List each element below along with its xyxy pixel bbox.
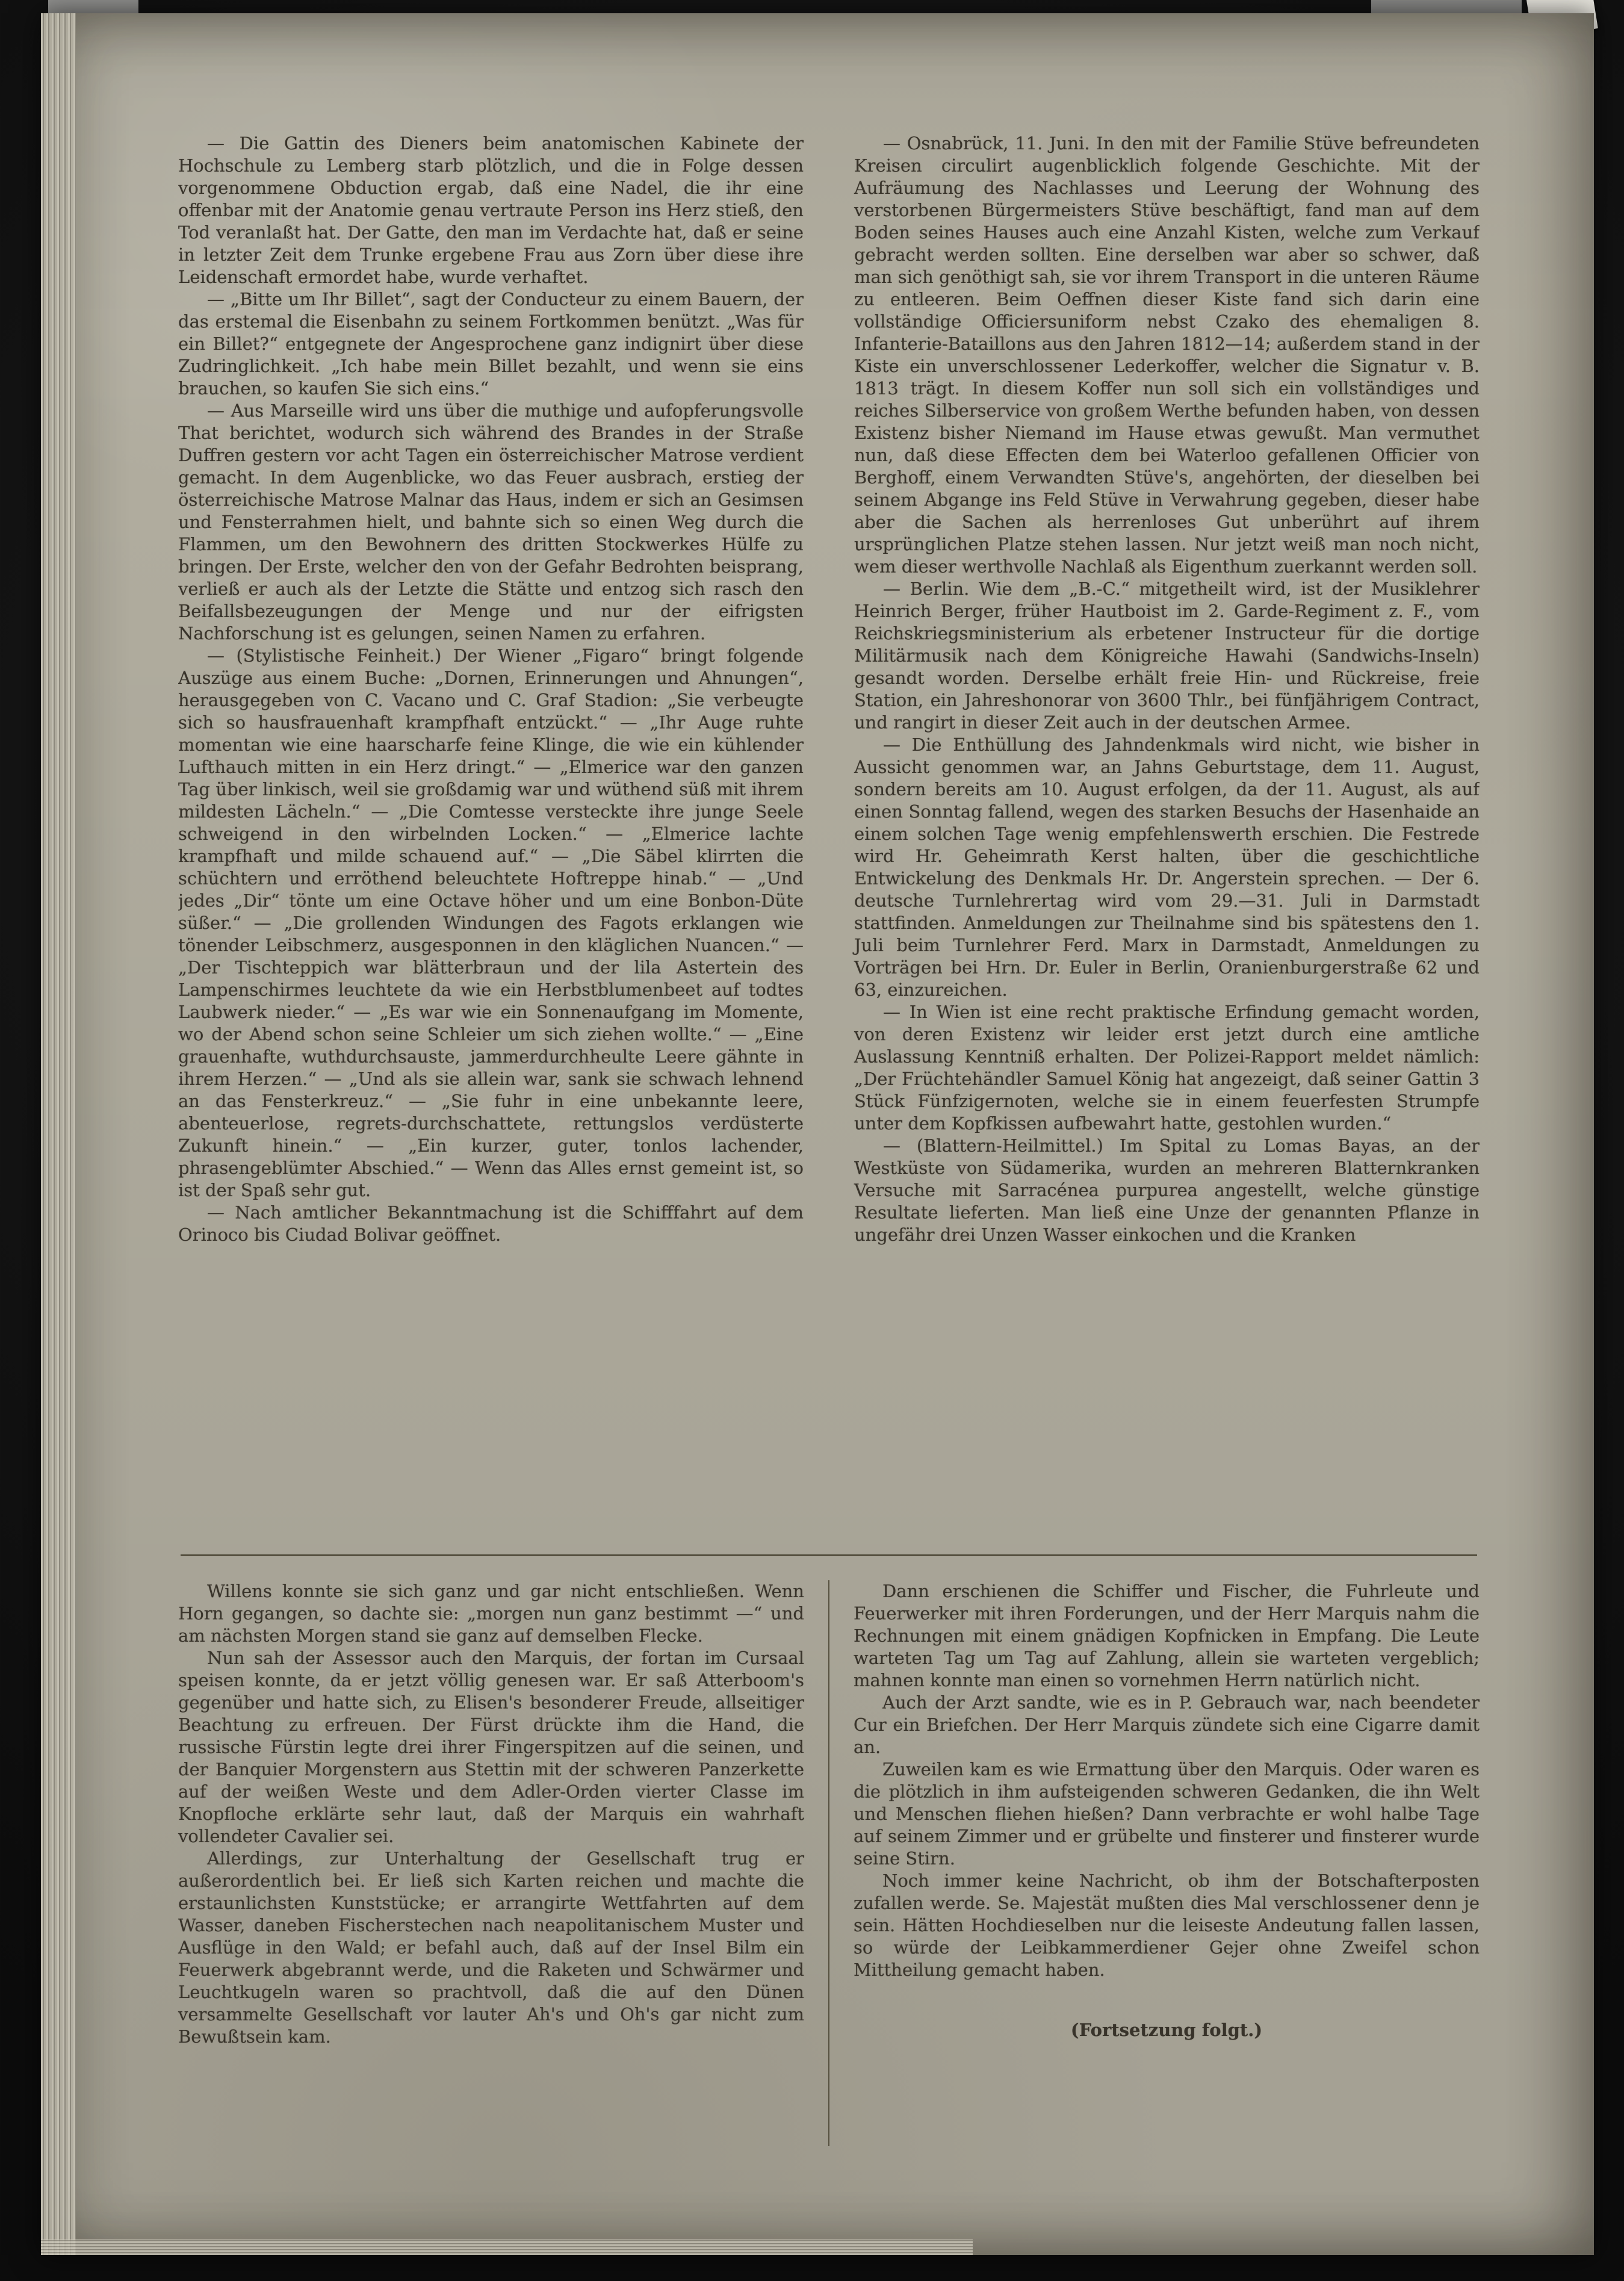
- page-content: [178, 132, 1480, 2146]
- news-item: — „Bitte um Ihr Billet“, sagt der Conducteur zu einem Bauern, der das erstemal die Eisenbahn zu seinem Fortkommen benützt. „Was für ein Billet?“ entgegnete der Angesprochene ganz indignirt über diese Zudringlichkeit. „Ich habe mein Billet bezahlt, und wenn sie eins brauchen, so kaufen Sie sich eins.“: [178, 289, 804, 399]
- story-paragraph: Noch immer keine Nachricht, ob ihm der Botschafterposten zufallen werde. Se. Majestät mußten dies Mal verschlossener denn je sein. Hätten Hochdieselben nur die leiseste Andeutung fallen lassen, so würde der Leibkammerdiener Gejer ohne Zweifel schon Mittheilung gemacht haben.: [854, 1870, 1480, 1980]
- story-paragraph: Dann erschienen die Schiffer und Fischer, die Fuhrleute und Feuerwerker mit ihren Forderungen, und der Herr Marquis nahm die Rechnungen mit einem gnädigen Kopfnicken in Empfang. Die Leute warteten Tag um Tag auf Zahlung, allein sie warteten vergeblich; mahnen konnte man einen so vornehmen Herrn natürlich nicht.: [854, 1581, 1480, 1690]
- feuilleton-column-right: [854, 1580, 1480, 2146]
- feuilleton-section: [178, 1580, 1480, 2146]
- column-divider-rule: [828, 1580, 829, 2146]
- story-paragraph: Zuweilen kam es wie Ermattung über den Marquis. Oder waren es die plötzlich in ihm aufsteigenden schweren Gedanken, die ihn Welt und Menschen fliehen hießen? Dann verbrachte er wohl halbe Tage auf seinem Zimmer und er grübelte und finsterer und finsterer wurde seine Stirn.: [854, 1759, 1480, 1869]
- news-item: — Berlin. Wie dem „B.-C.“ mitgetheilt wird, ist der Musiklehrer Heinrich Berger, früher Hautboist im 2. Garde-Regiment z. F., vom Reichskriegsministerium als erbetener Instructeur für die dortige Militärmusik nach dem Königreiche Hawahi (Sandwichs-Inseln) gesandt worden. Derselbe erhält freie Hin- und Rückreise, freie Station, ein Jahreshonorar von 3600 Thlr., bei fünfjährigem Contract, und rangirt in dieser Zeit auch in der deutschen Armee.: [854, 579, 1480, 733]
- news-item: — Nach amtlicher Bekanntmachung ist die Schifffahrt auf dem Orinoco bis Ciudad Bolivar geöffnet.: [178, 1202, 804, 1245]
- story-paragraph: Willens konnte sie sich ganz und gar nicht entschließen. Wenn Horn gegangen, so dachte sie: „morgen nun ganz bestimmt —“ und am nächsten Morgen stand sie ganz auf demselben Flecke.: [178, 1581, 804, 1646]
- continuation-notice: (Fortsetzung folgt.): [1070, 2020, 1263, 2040]
- story-paragraph: Allerdings, zur Unterhaltung der Gesellschaft trug er außerordentlich bei. Er ließ sich Karten reichen und machte die erstaunlichsten Kunststücke; er arrangirte Wettfahrten auf dem Wasser, daneben Fischerstechen nach neapolitanischem Muster und Ausflüge in den Wald; er befahl auch, daß auf der Insel Bilm ein Feuerwerk abgebrannt werde, und die Raketen und Schwärmer und Leuchtkugeln waren so prachtvoll, daß die auf den Dünen versammelte Gesellschaft vor lauter Ah's und Oh's gar nicht zum Bewußtsein kam.: [178, 1848, 804, 2047]
- news-item: — Aus Marseille wird uns über die muthige und aufopferungsvolle That berichtet, wodurch sich während des Brandes in der Straße Duffren gestern vor acht Tagen ein österreichischer Matrose verdient gemacht. In dem Augenblicke, wo das Feuer ausbrach, erstieg der österreichische Matrose Malnar das Haus, indem er sich an Gesimsen und Fensterrahmen hielt, und bahnte sich so einen Weg durch die Flammen, um den Bewohnern des dritten Stockwerkes Hülfe zu bringen. Der Erste, welcher den von der Gefahr Bedrohten beisprang, verließ er auch als der Letzte die Stätte und entzog sich rasch den Beifallsbezeugungen der Menge und nur der eifrigsten Nachforschung ist es gelungen, seinen Namen zu erfahren.: [178, 400, 804, 644]
- news-item: — (Stylistische Feinheit.) Der Wiener „Figaro“ bringt folgende Auszüge aus einem Buche: „Dornen, Erinnerungen und Ahnungen“, herausgegeben von C. Vacano und C. Graf Stadion: „Sie verbeugte sich so hausfrauenhaft krampfhaft entzückt.“ — „Ihr Auge ruhte momentan wie eine haarscharfe feine Klinge, die wie ein kühlender Lufthauch mitten in ein Herz dringt.“ — „Elmerice war den ganzen Tag über linkisch, weil sie großdamig war und wüthend süß mit ihrem mildesten Lächeln.“ — „Die Comtesse versteckte ihre junge Seele schweigend in den wirbelnden Locken.“ — „Elmerice lachte krampfhaft und milde schauend auf.“ — „Die Säbel klirrten die schüchtern und erröthend beleuchtete Hoftreppe hinab.“ — „Und jedes „Dir“ tönte um eine Octave höher und um eine Bonbon-Düte süßer.“ — „Die grollenden Windungen des Fagots erklangen wie tönender Leibschmerz, ausgesponnen in den kläglichen Nuancen.“ — „Der Tischteppich war blätterbraun und der lila Astertein des Lampenschirmes leuchtete da wie ein Herbstblumenbeet auf todtes Laubwerk nieder.“ — „Es war wie ein Sonnenaufgang im Momente, wo der Abend schon seine Schleier um sich ziehen wollte.“ — „Eine grauenhafte, wuthdurchsauste, jammerdurchheulte Leere gähnte in ihrem Herzen.“ — „Und als sie allein war, sank sie schwach lehnend an das Fensterkreuz.“ — „Sie fuhr in eine unbekannte leere, abenteuerlose, regrets-durchschattete, rettungslos verdüsterte Zukunft hinein.“ — „Ein kurzer, guter, tonlos lachender, phrasengeblümter Abschied.“ — Wenn das Alles ernst gemeint ist, so ist der Spaß sehr gut.: [178, 645, 804, 1200]
- news-section: [178, 132, 1480, 1540]
- news-item: — Die Gattin des Dieners beim anatomischen Kabinete der Hochschule zu Lemberg starb plötzlich, und die in Folge dessen vorgenommene Obduction ergab, daß eine Nadel, die ihr eine offenbar mit der Anatomie genau vertraute Person ins Herz stieß, den Tod veranlaßt hat. Der Gatte, den man im Verdachte hat, daß er seine in letzter Zeit dem Trunke ergebene Frau aus Zorn über diese ihre Leidenschaft ermordet habe, wurde verhaftet.: [178, 133, 804, 287]
- news-item: — Osnabrück, 11. Juni. In den mit der Familie Stüve befreundeten Kreisen circulirt augenblicklich folgende Geschichte. Mit der Aufräumung des Nachlasses und Leerung der Wohnung des verstorbenen Bürgermeisters Stüve beschäftigt, fand man auf dem Boden seines Hauses auch eine Anzahl Kisten, welche zum Verkauf gebracht werden sollten. Eine derselben war aber so schwer, daß man sich genöthigt sah, sie vor ihrem Transport in die unteren Räume zu entleeren. Beim Oeffnen dieser Kiste fand sich darin eine vollständige Officiersuniform nebst Czako des ehemaligen 8. Infanterie-Bataillons aus den Jahren 1812—14; außerdem stand in der Kiste ein unverschlossener Lederkoffer, welcher die Signatur v. B. 1813 trägt. In diesem Koffer nun soll sich ein vollständiges und reiches Silberservice von großem Werthe befunden haben, von dessen Existenz bisher Niemand im Hause etwas gewußt. Man vermuthet nun, daß diese Effecten dem bei Waterloo gefallenen Officier von Berghoff, einem Verwandten Stüve's, angehörten, der dieselben bei seinem Abgange ins Feld Stüve in Verwahrung gegeben, dieser habe aber die Sachen als herrenloses Gut unberührt auf ihrem ursprünglichen Platze stehen lassen. Nur jetzt weiß man noch nicht, wem dieser werthvolle Nachlaß als Eigenthum zuerkannt werden soll.: [854, 133, 1480, 577]
- news-column-left: [178, 132, 804, 1540]
- news-item: — Die Enthüllung des Jahndenkmals wird nicht, wie bisher in Aussicht genommen war, an Jahns Geburtstage, dem 11. August, sondern bereits am 10. August erfolgen, da der 11. August, als auf einen Sonntag fallend, wegen des starken Besuchs der Hasenhaide an einem solchen Tage wenig empfehlenswerth erschien. Die Festrede wird Hr. Geheimrath Kerst halten, über die geschichtliche Entwickelung des Denkmals Hr. Dr. Angerstein sprechen. — Der 6. deutsche Turnlehrertag wird vom 29.—31. Juli in Darmstadt stattfinden. Anmeldungen zur Theilnahme sind bis spätestens den 1. Juli beim Turnlehrer Ferd. Marx in Darmstadt, Anmeldungen zu Vorträgen bei Hrn. Dr. Euler in Berlin, Oranienburgerstraße 62 und 63, einzureichen.: [854, 734, 1480, 1000]
- book-page-edges-left: [41, 13, 76, 2255]
- news-item: — (Blattern-Heilmittel.) Im Spital zu Lomas Bayas, an der Westküste von Südamerika, wurden an mehreren Blatternkranken Versuche mit Sarracénea purpurea angestellt, welche günstige Resultate lieferten. Man ließ eine Unze der genannten Pflanze in ungefähr drei Unzen Wasser einkochen und die Kranken: [854, 1135, 1480, 1245]
- news-column-right: [854, 132, 1480, 1540]
- newspaper-page: [41, 13, 1594, 2255]
- news-item: — In Wien ist eine recht praktische Erfindung gemacht worden, von deren Existenz wir leider erst jetzt durch eine amtliche Auslassung Kenntniß erhalten. Der Polizei-Rapport meldet nämlich: „Der Früchtehändler Samuel König hat angezeigt, daß seiner Gattin 3 Stück Fünfzigernoten, welche sie in einem feuerfesten Strumpfe unter dem Kopfkissen aufbewahrt hatte, gestohlen wurden.“: [854, 1002, 1480, 1134]
- section-divider-rule: [181, 1554, 1477, 1556]
- story-paragraph: Auch der Arzt sandte, wie es in P. Gebrauch war, nach beendeter Cur ein Briefchen. Der Herr Marquis zündete sich eine Cigarre damit an.: [854, 1692, 1480, 1757]
- feuilleton-column-left: [178, 1580, 804, 2146]
- story-paragraph: Nun sah der Assessor auch den Marquis, der fortan im Cursaal speisen konnte, da er jetzt völlig genesen war. Er saß Atterboom's gegenüber und hatte sich, zu Elisen's besonderer Freude, allseitiger Beachtung zu erfreuen. Der Fürst drückte ihm die Hand, die russische Fürstin legte drei ihrer Fingerspitzen auf die seinen, und der Banquier Morgenstern aus Stettin mit der schweren Panzerkette auf der weißen Weste und dem Adler-Orden vierter Classe im Knopfloche erklärte sehr laut, daß der Marquis ein wahrhaft vollendeter Cavalier sei.: [178, 1648, 804, 1846]
- book-page-edges-bottom: [41, 2239, 973, 2255]
